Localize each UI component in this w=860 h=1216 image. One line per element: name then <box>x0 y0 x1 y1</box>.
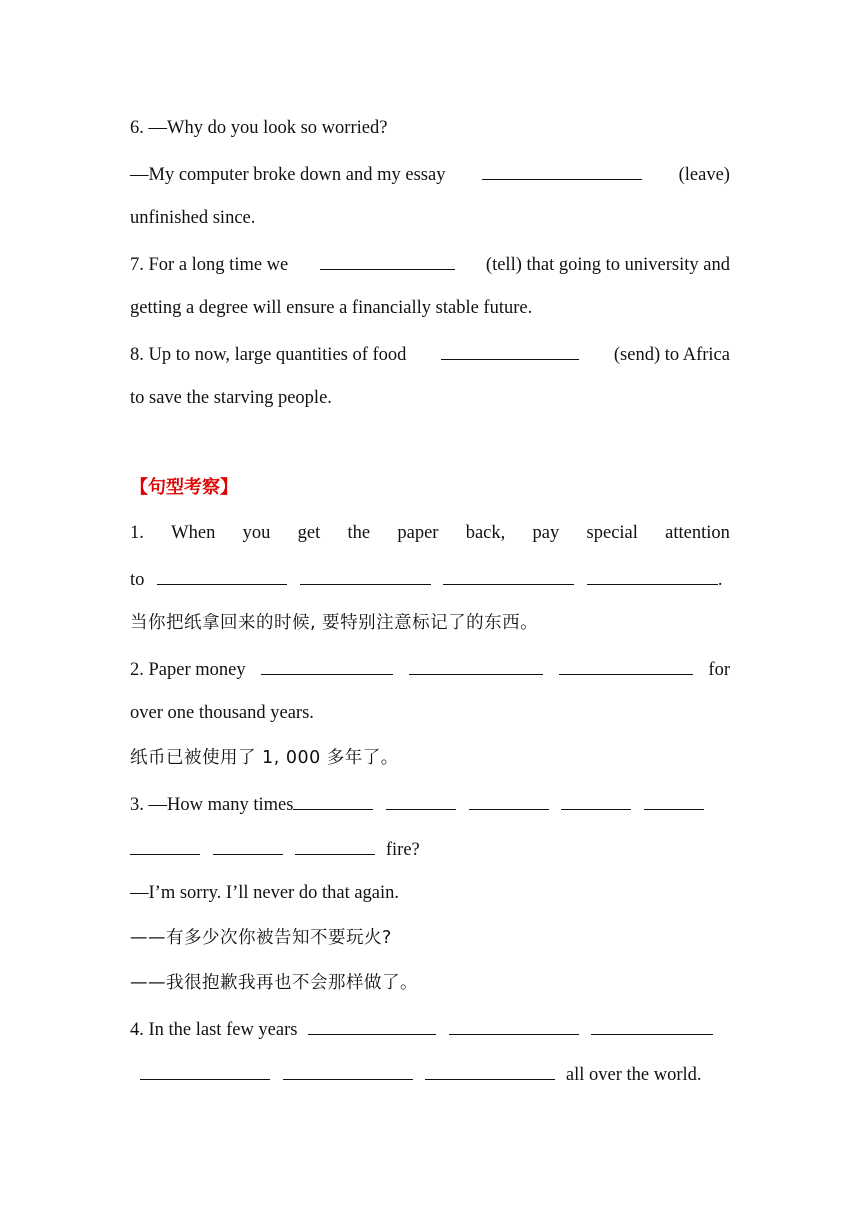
b4-blank-5[interactable] <box>283 1061 413 1080</box>
b1-word: paper <box>397 523 439 543</box>
b3-blank-8[interactable] <box>295 836 375 855</box>
b1-word: special <box>586 523 638 543</box>
b1-word: you <box>242 523 271 543</box>
b4-line1 <box>130 1016 730 1042</box>
q6-stem: —My computer broke down and my essay <box>130 165 446 185</box>
b3-blank-4[interactable] <box>561 791 631 810</box>
b4-blank-3[interactable] <box>591 1016 713 1035</box>
q6-line1: 6. —Why do you look so worried? <box>130 118 388 138</box>
b2-blank-3[interactable] <box>559 656 693 675</box>
b3-chinese-1: ——有多少次你被告知不要玩火? <box>130 928 392 948</box>
b2-line1 <box>130 656 730 682</box>
q8-line1 <box>130 341 730 367</box>
b1-word: get <box>297 523 321 543</box>
b3-blank-7[interactable] <box>213 836 283 855</box>
b3-line1 <box>130 791 730 817</box>
b1-line1 <box>130 521 730 545</box>
section-heading: 【句型考察】 <box>130 477 238 498</box>
b1-word: pay <box>532 523 560 543</box>
b2-blank-2[interactable] <box>409 656 543 675</box>
b2-tail: for <box>708 660 730 680</box>
b1-blank-1[interactable] <box>157 566 287 585</box>
b3-chinese-2: ——我很抱歉我再也不会那样做了。 <box>130 973 418 993</box>
b1-word: When <box>171 523 216 543</box>
b1-period: . <box>717 570 723 590</box>
q8-stem: 8. Up to now, large quantities of food <box>130 345 407 365</box>
b1-word: back, <box>465 523 506 543</box>
b3-blank-1[interactable] <box>293 791 373 810</box>
q7-line1 <box>130 251 730 277</box>
b1-blank-4[interactable] <box>587 566 718 585</box>
b2-stem: 2. Paper money <box>130 660 246 680</box>
q7-stem: 7. For a long time we <box>130 255 289 275</box>
q7-line2: getting a degree will ensure a financially stable future. <box>130 298 533 318</box>
q7-answer-blank[interactable] <box>320 251 455 270</box>
b3-tail: fire? <box>385 840 420 860</box>
b4-blank-4[interactable] <box>140 1061 270 1080</box>
q8-answer-blank[interactable] <box>441 341 579 360</box>
b4-tail: all over the world. <box>565 1065 702 1085</box>
b4-blank-6[interactable] <box>425 1061 555 1080</box>
b3-blank-2[interactable] <box>386 791 456 810</box>
b3-blank-6[interactable] <box>130 836 200 855</box>
b4-stem: 4. In the last few years <box>130 1020 298 1040</box>
q7-hint: (tell) that going to university and <box>485 255 730 275</box>
q6-answer-blank[interactable] <box>482 161 642 180</box>
b3-blank-5[interactable] <box>644 791 704 810</box>
b2-line2: over one thousand years. <box>130 703 314 723</box>
b3-blank-3[interactable] <box>469 791 549 810</box>
b3-line2 <box>130 836 730 862</box>
q8-hint: (send) to Africa <box>613 345 730 365</box>
b1-word: attention <box>665 523 730 543</box>
b2-blank-1[interactable] <box>261 656 393 675</box>
b3-stem: 3. —How many times <box>130 795 294 815</box>
q8-line2: to save the starving people. <box>130 388 332 408</box>
b3-line3: —I’m sorry. I’ll never do that again. <box>130 883 400 903</box>
b1-word: 1. <box>130 523 144 543</box>
b4-line2 <box>140 1061 730 1087</box>
q6-line3: unfinished since. <box>130 208 256 228</box>
b2-chinese: 纸币已被使用了 1, 000 多年了。 <box>130 748 399 768</box>
b1-line2-prefix: to <box>130 570 145 590</box>
b1-word: the <box>347 523 371 543</box>
b4-blank-2[interactable] <box>449 1016 579 1035</box>
q6-hint: (leave) <box>678 165 730 185</box>
b4-blank-1[interactable] <box>308 1016 436 1035</box>
b1-blank-3[interactable] <box>443 566 574 585</box>
b1-chinese: 当你把纸拿回来的时候, 要特别注意标记了的东西。 <box>130 613 539 633</box>
b1-blank-2[interactable] <box>300 566 431 585</box>
q6-line2 <box>130 161 730 187</box>
b1-line2 <box>130 566 730 592</box>
